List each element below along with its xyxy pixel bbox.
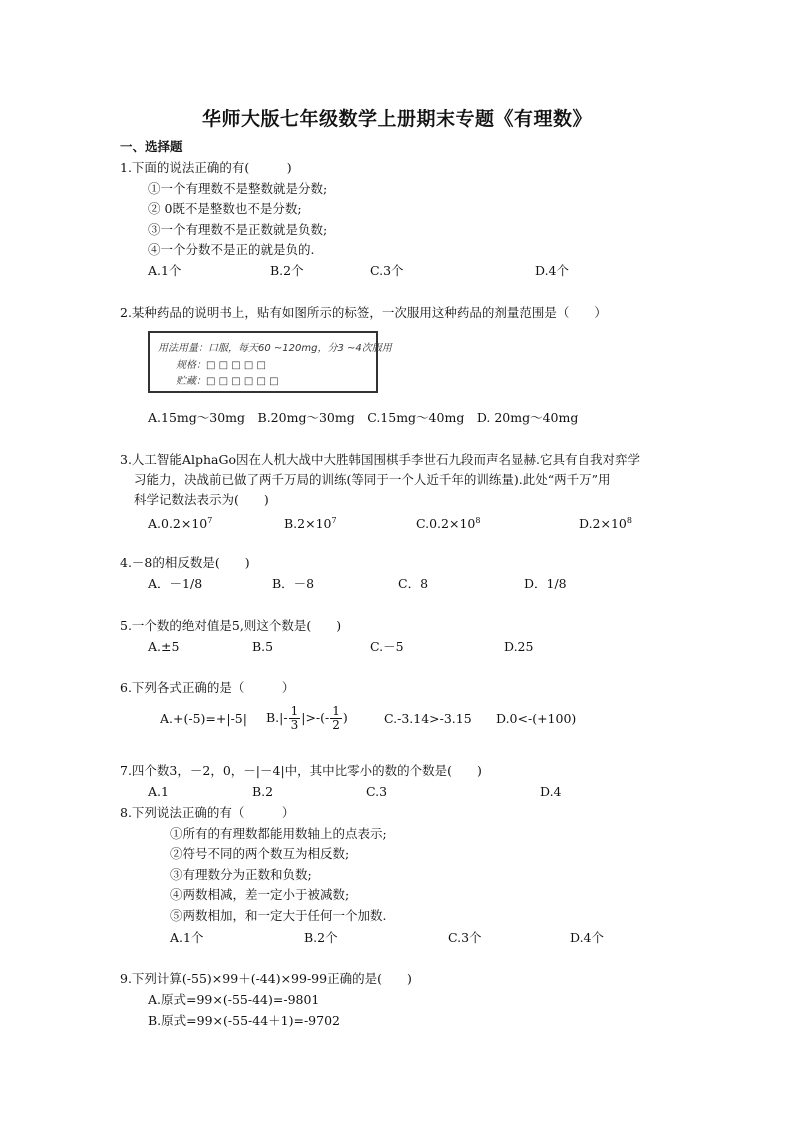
question-3-stem-line2: 习能力，决战前已做了两千万局的训练(等同于一个人近千年的训练量).此处“两千万”用: [134, 472, 611, 487]
question-1-statement: ①一个有理数不是整数就是分数;: [148, 181, 328, 196]
question-8-stem: 8.下列说法正确的有（ ）: [120, 805, 295, 820]
question-5-option-b: B.5: [252, 639, 274, 654]
fraction-one-half: $\frac{1}{2}$: [332, 704, 340, 732]
question-3-option-b: $B.2\times 10^7$: [284, 516, 337, 531]
question-4-option-c: C．8: [398, 576, 429, 591]
question-3-option-a: $A.0.2\times 10^7$: [148, 516, 213, 531]
medicine-label-dosage: 用法用量：口服，每天60 ~120mg，分3 ~4次服用: [158, 343, 392, 354]
question-5-option-a: A.±5: [148, 639, 180, 654]
medicine-label-storage: 贮藏：□ □ □ □ □ □: [176, 376, 279, 387]
question-5-stem: 5.一个数的绝对值是5,则这个数是( ): [120, 618, 342, 633]
section-heading: 一、选择题: [120, 139, 183, 154]
question-6-option-b: B.|- $\frac{1}{3}$ |>-(- $\frac{1}{2}$ ): [266, 704, 348, 732]
question-2-options: A.15mg～30mg B.20mg～30mg C.15mg～40mg D. 20mg～40mg: [148, 410, 579, 425]
question-3-stem-line3: 科学记数法表示为( ): [134, 492, 269, 507]
question-8-option-c: C.3个: [448, 930, 482, 945]
medicine-label-spec: 规格：□ □ □ □ □: [176, 360, 266, 371]
question-6-option-c: C.-3.14>-3.15: [384, 711, 472, 726]
question-8-statement: ④两数相减，差一定小于被减数;: [170, 887, 350, 902]
question-8-option-a: A.1个: [170, 930, 204, 945]
page-title: 华师大版七年级数学上册期末专题《有理数》: [201, 108, 592, 130]
question-1-statement: ④一个分数不是正的就是负的.: [148, 242, 315, 257]
question-1-option-a: A.1个: [148, 263, 182, 278]
question-9-option-a: A.原式=99×(-55-44)=-9801: [148, 992, 320, 1007]
question-7-stem: 7.四个数3，－2，0，－|－4|中，其中比零小的数的个数是( ): [120, 763, 482, 778]
question-8-option-b: B.2个: [304, 930, 338, 945]
question-6-stem: 6.下列各式正确的是（ ）: [120, 680, 295, 695]
question-1-statement: ② 0既不是整数也不是分数;: [148, 201, 302, 216]
question-1-option-b: B.2个: [270, 263, 304, 278]
question-3-option-c: $C.0.2\times 10^8$: [416, 516, 481, 531]
question-8-statement: ②符号不同的两个数互为相反数;: [170, 846, 350, 861]
question-1-option-c: C.3个: [370, 263, 404, 278]
fraction-one-third: $\frac{1}{3}$: [290, 704, 299, 732]
question-2-stem: 2.某种药品的说明书上，贴有如图所示的标签，一次服用这种药品的剂量范围是（ ）: [120, 305, 607, 320]
question-4-option-b: B．－8: [272, 576, 315, 591]
medicine-label-figure: [148, 331, 392, 393]
question-4-stem: 4.－8的相反数是( ): [120, 555, 250, 570]
question-7-option-b: B.2: [252, 784, 274, 799]
question-6-option-a: A.+(-5)=+|-5|: [160, 711, 247, 726]
question-1-option-d: D.4个: [535, 263, 570, 278]
question-1-statement: ③一个有理数不是正数就是负数;: [148, 222, 328, 237]
question-9-stem: 9.下列计算(-55)×99＋(-44)×99-99正确的是( ): [120, 971, 412, 986]
question-5-option-c: C.－5: [370, 639, 404, 654]
question-3-option-d: $D.2\times 10^8$: [579, 516, 632, 531]
question-6-option-d: D.0<-(+100): [496, 711, 577, 726]
question-7-option-c: C.3: [366, 784, 388, 799]
question-8-statement: ③有理数分为正数和负数;: [170, 867, 312, 882]
question-9-option-b: B.原式=99×(-55-44＋1)=-9702: [148, 1013, 340, 1028]
question-8-statement: ①所有的有理数都能用数轴上的点表示;: [170, 826, 387, 841]
question-5-option-d: D.25: [504, 639, 534, 654]
question-4-option-d: D．1/8: [524, 576, 567, 591]
question-8-option-d: D.4个: [570, 930, 605, 945]
question-3-stem-line1: 3.人工智能AlphaGo因在人机大战中大胜韩国围棋手李世石九段而声名显赫.它具有自我对弈学: [120, 452, 640, 467]
question-7-option-a: A.1: [148, 784, 169, 799]
question-1-stem: 1.下面的说法正确的有( ): [120, 160, 292, 175]
question-7-option-d: D.4: [540, 784, 562, 799]
question-4-option-a: A．－1/8: [148, 576, 203, 591]
question-8-statement: ⑤两数相加，和一定大于任何一个加数.: [170, 908, 387, 923]
